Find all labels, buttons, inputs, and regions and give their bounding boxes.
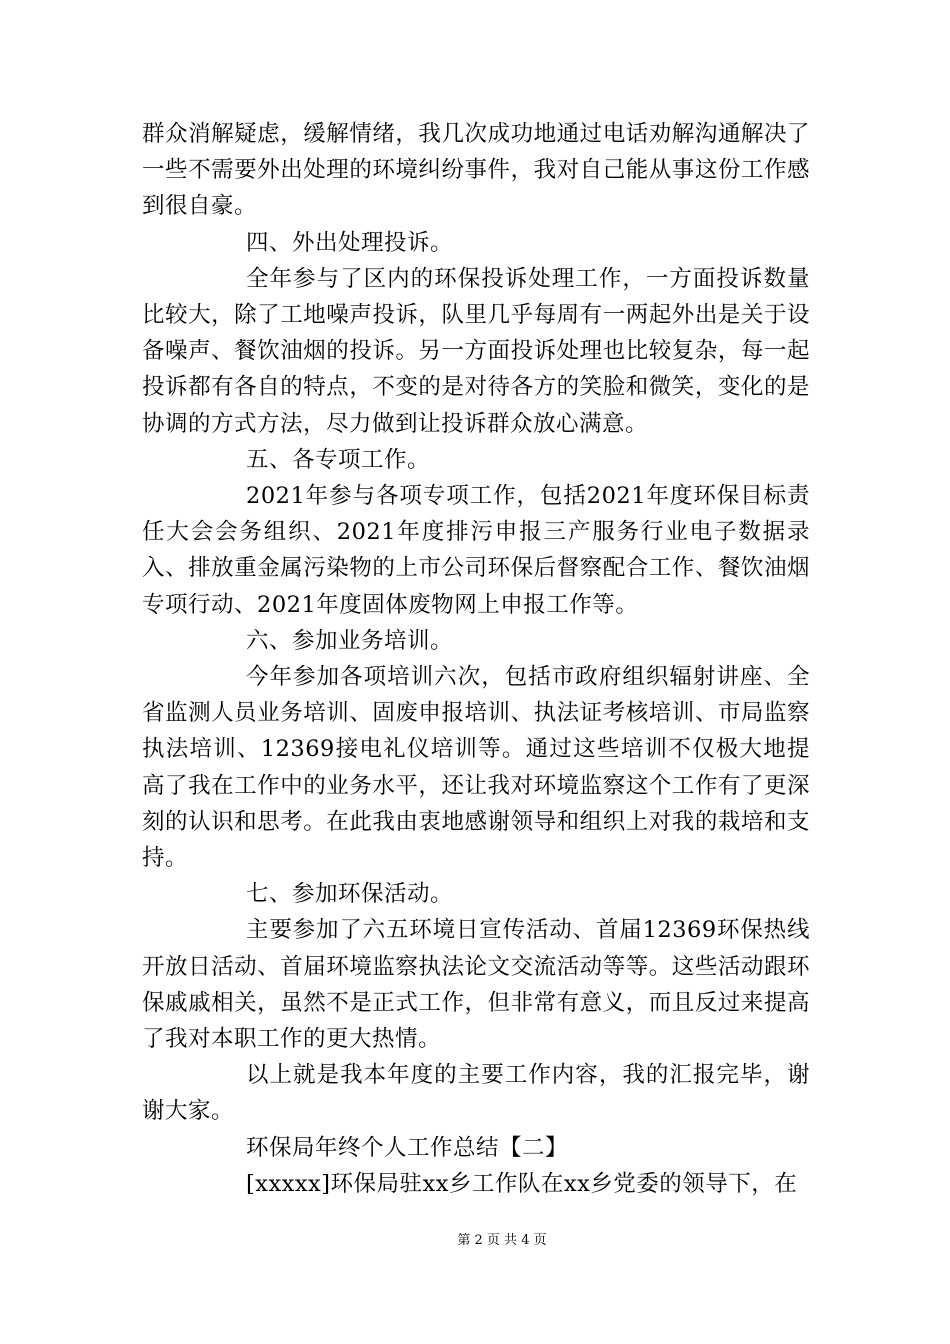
paragraph-continued: 群众消解疑虑，缓解情绪，我几次成功地通过电话劝解沟通解决了一些不需要外出处理的环境纠纷事件，我对自己能从事这份工作感到很自豪。: [142, 121, 810, 220]
section-heading-5: 五、各专项工作。: [246, 446, 431, 473]
paragraph-activities: 主要参加了六五环境日宣传活动、首届12369环保热线开放日活动、首届环境监察执法论文交流活动等等。这些活动跟环保戚戚相关，虽然不是正式工作，但非常有意义，而且反过来提高了我对本职工作的更大热情。: [142, 917, 810, 1053]
document-body: [142, 116, 810, 1202]
page-number-footer: 第 2 页 共 4 页: [457, 1233, 547, 1248]
document-subtitle: 环保局年终个人工作总结【二】: [246, 1134, 569, 1161]
section-heading-4: 四、外出处理投诉。: [246, 229, 454, 256]
paragraph-special-work: 2021年参与各项专项工作，包括2021年度环保目标责任大会会务组织、2021年度排污申报三产服务行业电子数据录入、排放重金属污染物的上市公司环保后督察配合工作、餐饮油烟专项行动、2021年度固体废物网上申报工作等。: [142, 483, 810, 618]
paragraph-complaints: 全年参与了区内的环保投诉处理工作，一方面投诉数量比较大，除了工地噪声投诉，队里几乎每周有一两起外出是关于设备噪声、餐饮油烟的投诉。另一方面投诉处理也比较复杂，每一起投诉都有各自的特点，不变的是对待各方的笑脸和微笑，变化的是协调的方式方法，尽力做到让投诉群众放心满意。: [142, 265, 810, 437]
paragraph-intro-2: [xxxxx]环保局驻xx乡工作队在xx乡党委的领导下，在: [246, 1170, 798, 1197]
paragraph-training: 今年参加各项培训六次，包括市政府组织辐射讲座、全省监测人员业务培训、固废申报培训、执法证考核培训、市局监察执法培训、12369接电礼仪培训等。通过这些培训不仅极大地提高了我在工作中的业务水平，还让我对环境监察这个工作有了更深刻的认识和思考。在此我由衷地感谢领导和组织上对我的栽培和支持。: [142, 664, 810, 872]
section-heading-6: 六、参加业务培训。: [246, 627, 454, 654]
paragraph-closing: 以上就是我本年度的主要工作内容，我的汇报完毕，谢谢大家。: [142, 1062, 810, 1125]
section-heading-7: 七、参加环保活动。: [246, 881, 454, 908]
